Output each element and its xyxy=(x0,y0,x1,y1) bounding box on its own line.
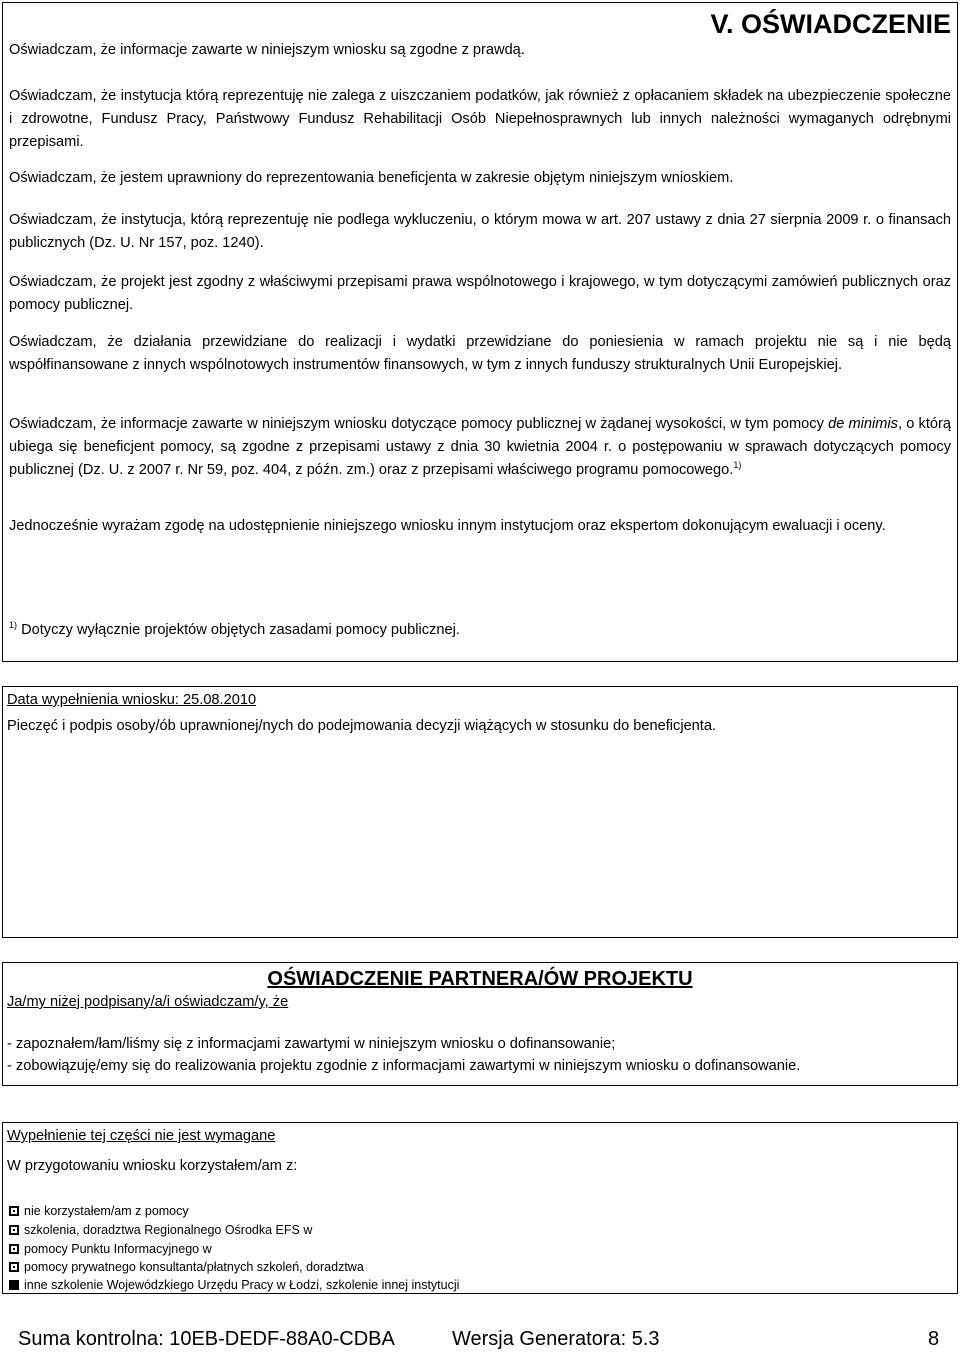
option-info-point[interactable]: pomocy Punktu Informacyjnego w xyxy=(9,1241,212,1257)
partner-section xyxy=(2,962,958,1086)
stamp-signature-label: Pieczęć i podpis osoby/ób uprawnionej/nych do podejmowania decyzji wiążących w stosunku do beneficjenta. xyxy=(7,718,717,734)
checkbox-icon[interactable] xyxy=(9,1244,19,1254)
signature-section xyxy=(2,686,958,938)
optional-note: Wypełnienie tej części nie jest wymagane xyxy=(7,1128,276,1144)
declaration-no-arrears: Oświadczam, że instytucja którą reprezentuję nie zalega z uiszczaniem podatków, jak również z opłacaniem składek na ubezpieczenie społeczne i zdrowotne, Fundusz Pracy, Państwowy Fundusz Rehabilitacji Osób Niepełnosprawnych lub innych należności wymaganych odrębnymi przepisami. xyxy=(9,88,951,150)
section-title: V. OŚWIADCZENIE xyxy=(710,9,951,39)
checkbox-checked-icon[interactable] xyxy=(9,1280,19,1290)
declaration-public-aid: Oświadczam, że informacje zawarte w niniejszym wniosku dotyczące pomocy publicznej w żądanej wysokości, w tym pomocy de minimis, o którą ubiega się beneficjent pomocy, są zgodne z przepisami ustawy z dnia 30 kwietnia 2004 r. o postępowaniu w sprawach dotyczących pomocy publicznej (Dz. U. z 2007 r. Nr 59, poz. 404, z późn. zm.) oraz z przepisami właściwego programu pomocowego.$^{1)}$ xyxy=(9,416,951,478)
checkbox-icon[interactable] xyxy=(9,1262,19,1272)
generator-version: Wersja Generatora: 5.3 xyxy=(452,1328,660,1350)
checkbox-icon[interactable] xyxy=(9,1206,19,1216)
footnote: $^{1)}$ Dotyczy wyłącznie projektów objętych zasadami pomocy publicznej. xyxy=(9,620,460,638)
page-number: 8 xyxy=(928,1328,940,1350)
partner-intro: Ja/my niżej podpisany/a/i oświadczam/y, że xyxy=(7,994,289,1010)
option-other-training[interactable]: inne szkolenie Wojewódzkiego Urzędu Pracy w Łodzi, szkolenie innej instytucji xyxy=(9,1277,459,1293)
checkbox-icon[interactable] xyxy=(9,1225,19,1235)
option-no-help[interactable]: nie korzystałem/am z pomocy xyxy=(9,1203,189,1219)
declaration-no-exclusion: Oświadczam, że instytucja, którą reprezentuję nie podlega wykluczeniu, o którym mowa w art. 207 ustawy z dnia 27 sierpnia 2009 r. o finansach publicznych (Dz. U. Nr 157, poz. 1240). xyxy=(9,212,951,251)
option-private-consultant[interactable]: pomocy prywatnego konsultanta/płatnych szkoleń, doradztwa xyxy=(9,1259,364,1275)
option-efs-center[interactable]: szkolenia, doradztwa Regionalnego Ośrodka EFS w xyxy=(9,1222,312,1238)
assistance-section xyxy=(2,1122,958,1294)
partner-title: OŚWIADCZENIE PARTNERA/ÓW PROJEKTU xyxy=(267,968,693,990)
partner-line-2: - zobowiązuję/emy się do realizowania projektu zgodnie z informacjami zawartymi w niniejszym wniosku o dofinansowanie. xyxy=(7,1058,801,1074)
declaration-section xyxy=(2,2,958,662)
declaration-no-cofinancing: Oświadczam, że działania przewidziane do realizacji i wydatki przewidziane do poniesienia w ramach projektu nie są i nie będą współfinansowane z innych wspólnotowych instrumentów finansowych, w tym z innych funduszy strukturalnych Unii Europejskiej. xyxy=(9,334,951,373)
declaration-compliance: Oświadczam, że projekt jest zgodny z właściwymi przepisami prawa wspólnotowego i krajowego, w tym dotyczącymi zamówień publicznych oraz pomocy publicznej. xyxy=(9,274,951,313)
declaration-authorized: Oświadczam, że jestem uprawniony do reprezentowania beneficjenta w zakresie objętym niniejszym wnioskiem. xyxy=(9,170,734,186)
date-label: Data wypełnienia wniosku: 25.08.2010 xyxy=(7,692,257,708)
partner-line-1: - zapoznałem/łam/liśmy się z informacjami zawartymi w niniejszym wniosku o dofinansowanie; xyxy=(7,1036,616,1052)
checksum: Suma kontrolna: 10EB-DEDF-88A0-CDBA xyxy=(18,1328,395,1350)
assistance-question: W przygotowaniu wniosku korzystałem/am z: xyxy=(7,1158,298,1174)
declaration-consent: Jednocześnie wyrażam zgodę na udostępnienie niniejszego wniosku innym instytucjom oraz ekspertom dokonującym ewaluacji i oceny. xyxy=(9,518,886,534)
declaration-truthfulness: Oświadczam, że informacje zawarte w niniejszym wniosku są zgodne z prawdą. xyxy=(9,42,525,58)
